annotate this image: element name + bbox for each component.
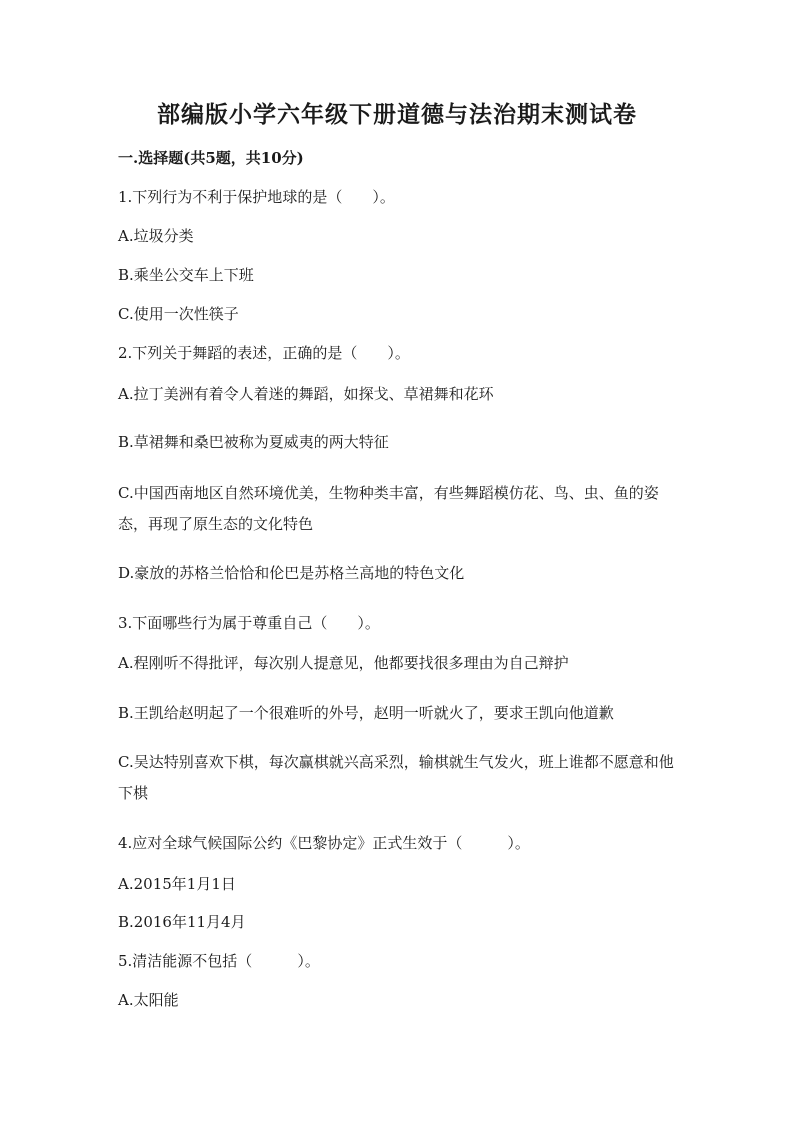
question-4-option-a: A.2015年1月1日 <box>118 875 236 893</box>
question-3-option-c: C.吴达特别喜欢下棋，每次赢棋就兴高采烈，输棋就生气发火，班上谁都不愿意和他下棋 <box>118 753 674 802</box>
section-heading: 一.选择题(共5题，共10分) <box>118 149 304 167</box>
question-1-stem: 1.下列行为不利于保护地球的是（ ）。 <box>118 188 395 206</box>
question-1-option-a: A.垃圾分类 <box>118 227 194 245</box>
question-2-option-a: A.拉丁美洲有着令人着迷的舞蹈，如探戈、草裙舞和花环 <box>118 385 494 403</box>
question-2-option-c: C.中国西南地区自然环境优美，生物种类丰富，有些舞蹈模仿花、鸟、虫、鱼的姿 态，再现了原生态的文化特色 <box>118 484 659 533</box>
question-1-option-c: C.使用一次性筷子 <box>118 305 239 323</box>
question-5-option-a: A.太阳能 <box>118 991 179 1009</box>
question-4-stem: 4.应对全球气候国际公约《巴黎协定》正式生效于（ ）。 <box>118 834 530 852</box>
question-2-option-b: B.草裙舞和桑巴被称为夏威夷的两大特征 <box>118 433 389 451</box>
page-title: 部编版小学六年级下册道德与法治期末测试卷 <box>157 101 637 128</box>
question-3-option-b: B.王凯给赵明起了一个很难听的外号，赵明一听就火了，要求王凯向他道歉 <box>118 704 614 722</box>
question-1-option-b: B.乘坐公交车上下班 <box>118 266 254 284</box>
question-2-stem: 2.下列关于舞蹈的表述，正确的是（ ）。 <box>118 344 410 362</box>
question-2-option-d: D.豪放的苏格兰恰恰和伦巴是苏格兰高地的特色文化 <box>118 564 465 582</box>
question-5-stem: 5.清洁能源不包括（ ）。 <box>118 952 320 970</box>
question-4-option-b: B.2016年11月4月 <box>118 913 246 931</box>
question-3-option-a: A.程刚听不得批评，每次别人提意见，他都要找很多理由为自己辩护 <box>118 654 569 672</box>
question-3-stem: 3.下面哪些行为属于尊重自己（ ）。 <box>118 614 380 632</box>
